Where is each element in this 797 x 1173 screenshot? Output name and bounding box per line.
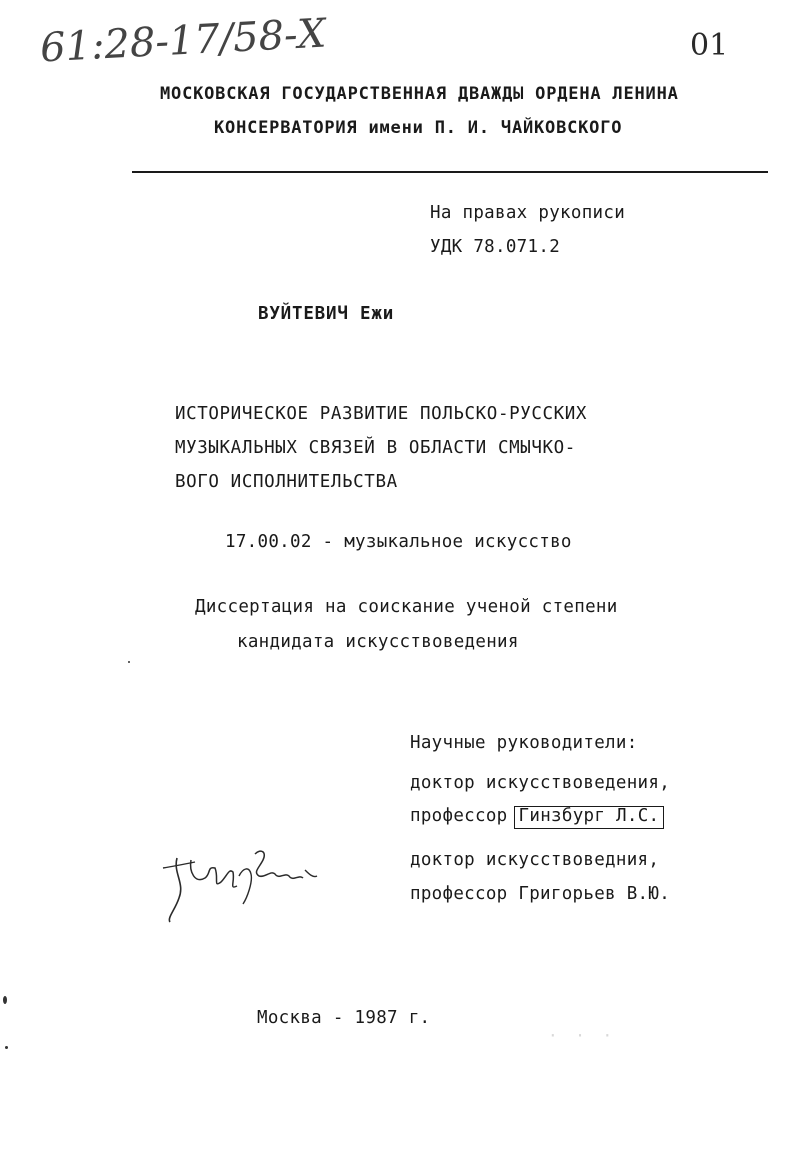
udc-code: УДК 78.071.2 xyxy=(430,237,561,257)
scan-speck xyxy=(3,996,7,1004)
city-year: Москва - 1987 г. xyxy=(257,1008,431,1028)
supervisor-1-rank: профессор xyxy=(410,806,508,826)
degree-line-2: кандидата искусствоведения xyxy=(237,632,519,652)
supervisor-1-name-boxed: Гинзбург Л.С. xyxy=(514,806,665,829)
supervisor-1-line xyxy=(410,806,664,829)
supervisor-1-title: доктор искусствоведения, xyxy=(410,773,671,793)
scan-speck xyxy=(128,661,130,663)
archive-shelfmark: 61:28-17/58-Х xyxy=(38,10,328,72)
manuscript-rights-note: На правах рукописи xyxy=(430,203,626,223)
sheet-number: 01 xyxy=(690,28,729,63)
degree-line-1: Диссертация на соискание ученой степени xyxy=(195,597,618,617)
scan-speck xyxy=(5,1046,8,1049)
title-line-3: ВОГО ИСПОЛНИТЕЛЬСТВА xyxy=(175,472,398,492)
author-signature xyxy=(155,838,325,928)
specialty-code: 17.00.02 - музыкальное искусство xyxy=(225,532,572,552)
faint-stamp-bleed: · · · xyxy=(548,1026,617,1045)
header-divider xyxy=(132,171,768,173)
supervisor-2-line: профессор Григорьев В.Ю. xyxy=(410,884,671,904)
supervisor-2-title: доктор искусствоведния, xyxy=(410,850,660,870)
institution-line-2: КОНСЕРВАТОРИЯ имени П. И. ЧАЙКОВСКОГО xyxy=(214,118,623,138)
title-line-1: ИСТОРИЧЕСКОЕ РАЗВИТИЕ ПОЛЬСКО-РУССКИХ xyxy=(175,404,588,424)
supervisors-heading: Научные руководители: xyxy=(410,733,638,753)
title-line-2: МУЗЫКАЛЬНЫХ СВЯЗЕЙ В ОБЛАСТИ СМЫЧКО- xyxy=(175,438,576,458)
author-name: ВУЙТЕВИЧ Ежи xyxy=(258,304,395,324)
institution-line-1: МОСКОВСКАЯ ГОСУДАРСТВЕННАЯ ДВАЖДЫ ОРДЕНА ЛЕНИНА xyxy=(160,84,679,104)
